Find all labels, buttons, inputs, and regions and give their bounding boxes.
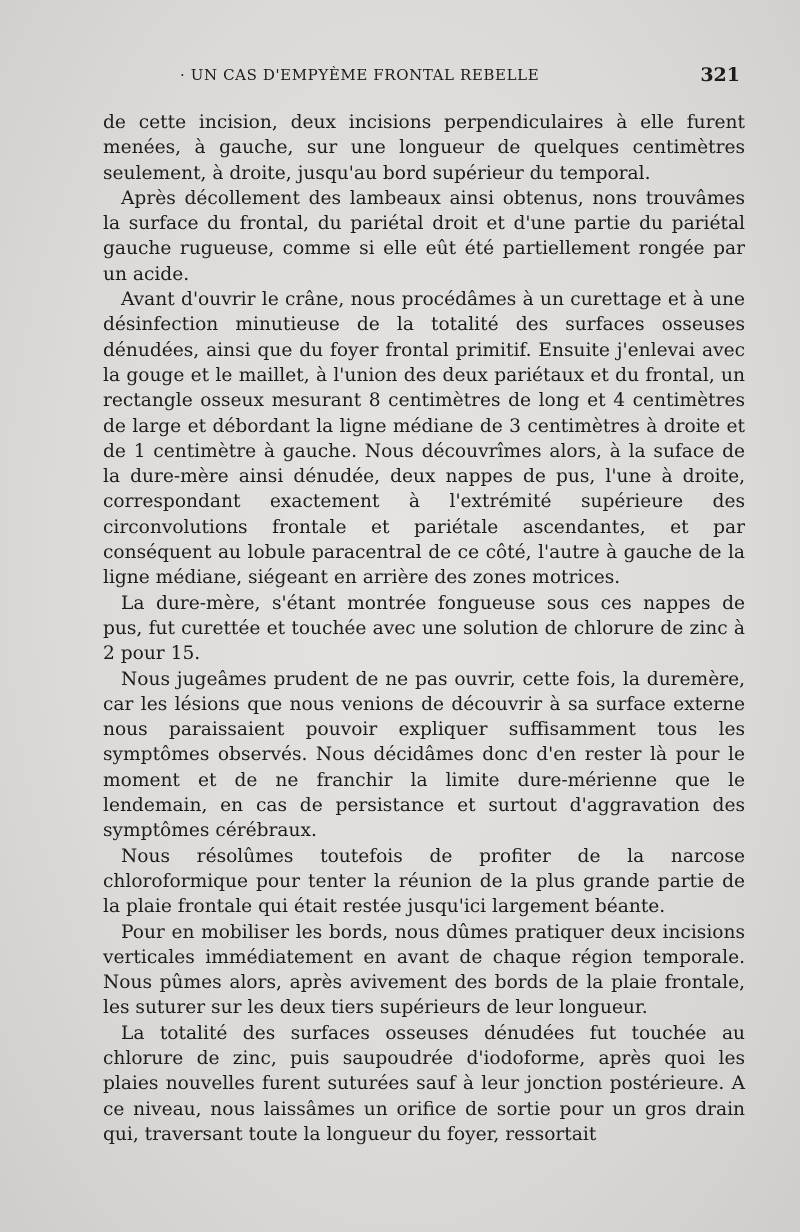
paragraph: La totalité des surfaces osseuses dénudées fut touchée au chlorure de zinc, puis saupoudrée d'iodoforme, après quoi les plaies nouvelles furent suturées sauf à leur jonction postérieure. A ce niveau, nous laissâmes un orifice de sortie pour un gros drain qui, traversant toute la longueur du foyer, ressortait [103, 1022, 745, 1145]
page-header [180, 64, 740, 88]
paragraph: La dure-mère, s'étant montrée fongueuse sous ces nappes de pus, fut curettée et touchée avec une solution de chlorure de zinc à 2 pour 15. [103, 592, 745, 665]
paragraph: de cette incision, deux incisions perpendiculaires à elle furent menées, à gauche, sur une longueur de quelques centimètres seulement, à droite, jusqu'au bord supérieur du temporal. [103, 112, 745, 184]
paragraph: Après décollement des lambeaux ainsi obtenus, nons trouvâmes la surface du frontal, du pariétal droit et d'une partie du pariétal gauche rugueuse, comme si elle eût été partiellement rongée par un acide. [103, 187, 745, 285]
paragraph: Avant d'ouvrir le crâne, nous procédâmes à un curettage et à une désinfection minutieuse de la totalité des surfaces osseuses dénudées, ainsi que du foyer frontal primitif. Ensuite j'enlevai avec la gouge et le maillet, à l'union des deux pariétaux et du frontal, un rectangle osseux mesurant 8 centimètres de long et 4 centimètres de large et débordant la ligne médiane de 3 centimètres à droite et de 1 centimètre à gauche. Nous découvrîmes alors, à la suface de la dure-mère ainsi dénudée, deux nappes de pus, l'une à droite, correspondant exactement à l'extrémité supérieure des circonvolutions frontale et pariétale ascendantes, et par conséquent au lobule paracentral de ce côté, l'autre à gauche de la ligne médiane, siégeant en arrière des zones motrices. [103, 289, 745, 589]
paragraph: Nous jugeâmes prudent de ne pas ouvrir, cette fois, la duremère, car les lésions que nous venions de découvrir à sa surface externe nous paraissaient pouvoir expliquer suffisamment tous les symptômes observés. Nous décidâmes donc d'en rester là pour le moment et de ne franchir la limite dure-mérienne que le lendemain, en cas de persistance et surtout d'aggravation des symptômes cérébraux. [103, 668, 745, 842]
page-number: 321 [700, 64, 740, 86]
paragraph: Pour en mobiliser les bords, nous dûmes pratiquer deux incisions verticales immédiatement en avant de chaque région temporale. Nous pûmes alors, après avivement des bords de la plaie frontale, les suturer sur les deux tiers supérieurs de leur longueur. [103, 921, 745, 1019]
running-title: · UN CAS D'EMPYÈME FRONTAL REBELLE [180, 66, 540, 84]
paragraph: Nous résolûmes toutefois de profiter de la narcose chloroformique pour tenter la réunion de la plus grande partie de la plaie frontale qui était restée jusqu'ici largement béante. [103, 845, 745, 918]
body-text [103, 110, 745, 1147]
